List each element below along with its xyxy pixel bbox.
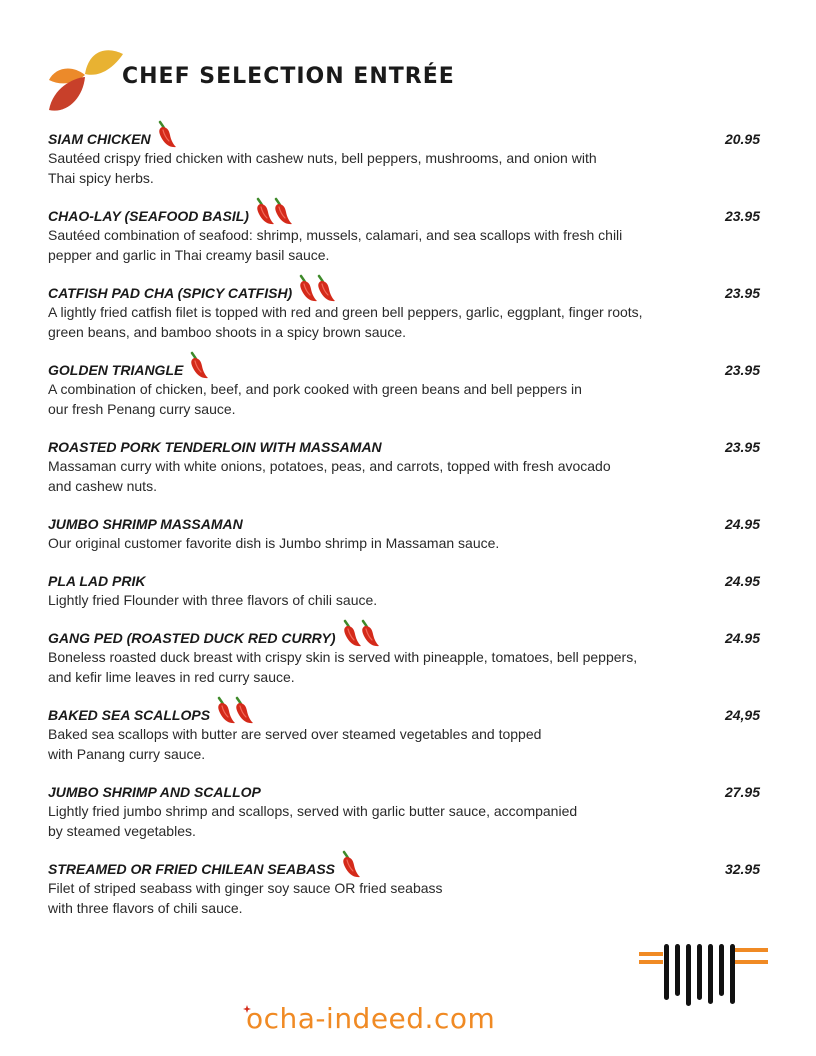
menu-item [48, 569, 768, 611]
menu-item-header [48, 512, 768, 534]
description-line: our fresh Penang curry sauce. [48, 400, 236, 417]
spice-level [338, 620, 374, 648]
menu-item-header [48, 857, 768, 879]
menu-item [48, 127, 768, 188]
menu-item [48, 857, 768, 918]
description-line: Baked sea scallops with butter are served over steamed vegetables and topped [48, 726, 542, 742]
description-line: Sautéed crispy fried chicken with cashew nuts, bell peppers, mushrooms, and onion with [48, 150, 597, 166]
menu-item-price: 23.95 [724, 362, 760, 378]
menu-item-price: 24,95 [724, 707, 760, 723]
menu-item-description [48, 725, 713, 764]
chili-pepper-icon [312, 273, 336, 303]
spice-level [185, 352, 203, 380]
description-line: pepper and garlic in Thai creamy basil sauce. [48, 246, 330, 263]
spice-level [294, 275, 330, 303]
spice-level [251, 198, 287, 226]
menu-item-description [48, 149, 713, 188]
menu-item-header [48, 358, 768, 380]
menu-item-description [48, 226, 713, 265]
menu-item [48, 780, 768, 841]
menu-item-name: GOLDEN TRIANGLE [48, 362, 184, 378]
chili-pepper-icon [356, 618, 380, 648]
menu-item-price: 23.95 [724, 208, 760, 224]
menu-item [48, 703, 768, 764]
menu-item-description [48, 457, 713, 496]
chili-pepper-icon [153, 119, 177, 149]
chili-pepper-icon [230, 695, 254, 725]
description-line: Lightly fried jumbo shrimp and scallops, served with garlic butter sauce, accompanied [48, 803, 578, 819]
menu-item-price: 23.95 [724, 439, 760, 455]
chili-pepper-icon [185, 350, 209, 380]
menu-item-header [48, 281, 768, 303]
spice-level [153, 121, 171, 149]
description-line: Filet of striped seabass with ginger soy sauce OR fried seabass [48, 880, 443, 896]
menu-item-name: STREAMED OR FRIED CHILEAN SEABASS [48, 861, 336, 877]
menu-item-description [48, 802, 713, 841]
menu-item-price: 27.95 [724, 784, 760, 800]
website-url[interactable]: ocha-indeed.com [246, 1002, 496, 1035]
menu-item-price: 24.95 [724, 573, 760, 589]
menu-item-header [48, 204, 768, 226]
menu-item-description [48, 879, 713, 918]
menu-item-name: JUMBO SHRIMP AND SCALLOP [48, 784, 261, 800]
description-line: Lightly fried Flounder with three flavors of chili sauce. [48, 592, 378, 608]
description-line: with Panang curry sauce. [48, 745, 206, 762]
menu-item-description [48, 303, 713, 342]
menu-item-name: GANG PED (ROASTED DUCK RED CURRY) [48, 630, 336, 646]
menu-item-header [48, 435, 768, 457]
menu-item-header [48, 626, 768, 648]
menu-item-name: CATFISH PAD CHA (SPICY CATFISH) [48, 285, 293, 301]
menu-item-price: 24.95 [724, 630, 760, 646]
spice-level [337, 851, 355, 879]
menu-header [45, 44, 545, 116]
menu-item-price: 20.95 [724, 131, 760, 147]
description-line: by steamed vegetables. [48, 822, 196, 839]
menu-item-header [48, 780, 768, 802]
chili-pepper-icon [269, 196, 293, 226]
menu-item-price: 32.95 [724, 861, 760, 877]
menu-item [48, 512, 768, 554]
menu-item [48, 204, 768, 265]
menu-item [48, 626, 768, 687]
menu-item-name: ROASTED PORK TENDERLOIN WITH MASSAMAN [48, 439, 382, 455]
description-line: Our original customer favorite dish is Jumbo shrimp in Massaman sauce. [48, 535, 500, 551]
menu-item [48, 435, 768, 496]
description-line: Thai spicy herbs. [48, 169, 154, 186]
menu-item-name: CHAO-LAY (SEAFOOD BASIL) [48, 208, 249, 224]
menu-item-header [48, 703, 768, 725]
chili-pepper-icon [337, 849, 361, 879]
menu-item-name: SIAM CHICKEN [48, 131, 151, 147]
menu-item-header [48, 569, 768, 591]
description-line: with three flavors of chili sauce. [48, 899, 243, 916]
menu-item-description [48, 534, 713, 554]
menu-item-description [48, 380, 713, 419]
menu-item-price: 23.95 [724, 285, 760, 301]
menu-item-name: PLA LAD PRIK [48, 573, 146, 589]
petal-logo-icon [45, 44, 125, 116]
menu-item-price: 24.95 [724, 516, 760, 532]
menu-item-description [48, 648, 713, 687]
menu-item [48, 358, 768, 419]
description-line: A lightly fried catfish filet is topped with red and green bell peppers, garlic, eggplant, finger roots, [48, 304, 643, 320]
description-line: and cashew nuts. [48, 477, 157, 494]
description-line: Sautéed combination of seafood: shrimp, mussels, calamari, and sea scallops with fresh chili [48, 227, 623, 243]
menu-item-description [48, 591, 713, 611]
spice-level [212, 697, 248, 725]
description-line: Massaman curry with white onions, potatoes, peas, and carrots, topped with fresh avocado [48, 458, 611, 474]
page-title: CHEF SELECTION ENTRÉE [122, 64, 455, 89]
description-line: green beans, and bamboo shoots in a spicy brown sauce. [48, 323, 407, 340]
chopsticks-logo-icon [638, 940, 770, 1006]
menu-item-name: BAKED SEA SCALLOPS [48, 707, 211, 723]
menu-item [48, 281, 768, 342]
description-line: Boneless roasted duck breast with crispy skin is served with pineapple, tomatoes, bell peppers, [48, 649, 638, 665]
description-line: and kefir lime leaves in red curry sauce. [48, 668, 295, 685]
menu-item-name: JUMBO SHRIMP MASSAMAN [48, 516, 243, 532]
menu-item-header [48, 127, 768, 149]
description-line: A combination of chicken, beef, and pork cooked with green beans and bell peppers in [48, 381, 582, 397]
